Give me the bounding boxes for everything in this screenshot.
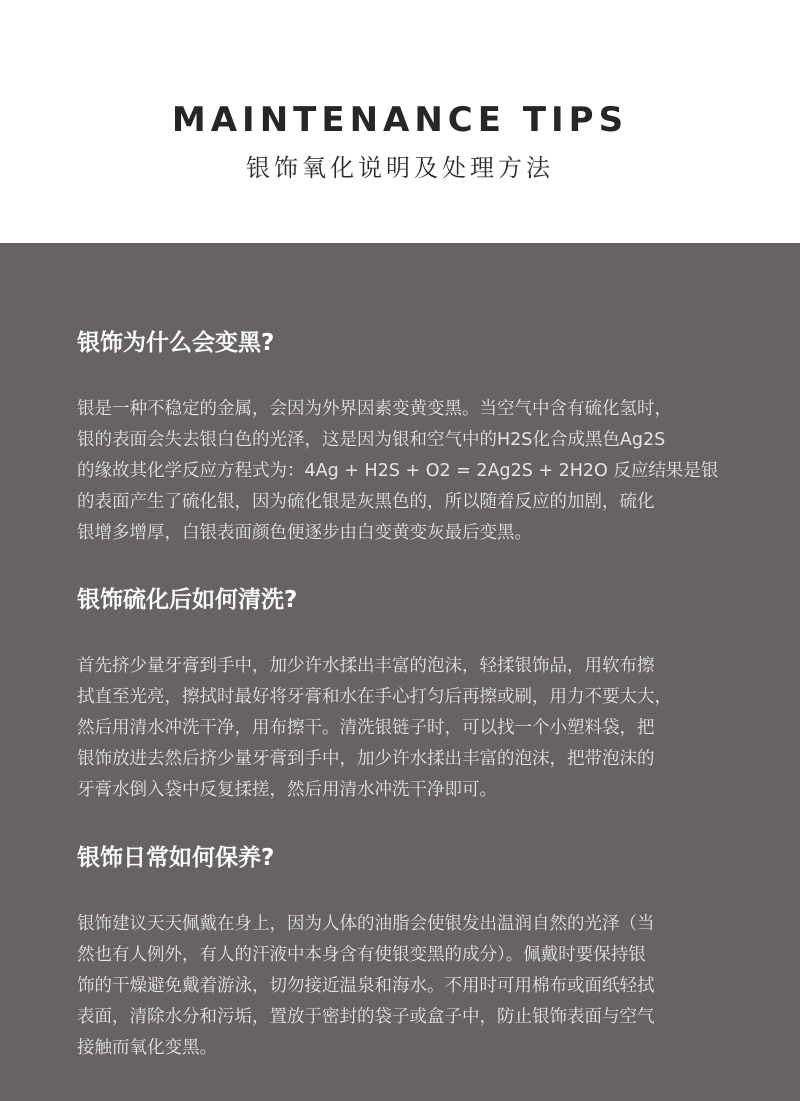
section-heading: 银饰硫化后如何清洗? <box>77 587 298 613</box>
body-line: 的缘故其化学反应方程式为：4Ag + H2S + O2 = 2Ag2S + 2H2O 反应结果是银 <box>77 461 719 481</box>
body-line: 接触而氧化变黑。 <box>77 1038 217 1058</box>
page-title: MAINTENANCE TIPS <box>171 100 629 140</box>
body-line: 然后用清水冲洗干净，用布擦干。清洗银链子时，可以找一个小塑料袋，把 <box>77 718 655 738</box>
body-line: 表面，清除水分和污垢，置放于密封的袋子或盒子中，防止银饰表面与空气 <box>77 1007 655 1027</box>
body-line: 银是一种不稳定的金属，会因为外界因素变黄变黑。当空气中含有硫化氢时， <box>77 399 672 419</box>
section-body <box>77 909 745 1064</box>
body-line: 银的表面会失去银白色的光泽，这是因为银和空气中的H2S化合成黑色Ag2S <box>77 430 666 450</box>
page-subtitle: 银饰氧化说明及处理方法 <box>246 154 554 182</box>
body-line: 首先挤少量牙膏到手中，加少许水揉出丰富的泡沫，轻揉银饰品，用软布擦 <box>77 656 655 676</box>
body-line: 饰的干燥避免戴着游泳，切勿接近温泉和海水。不用时可用棉布或面纸轻拭 <box>77 976 655 996</box>
body-line: 银饰建议天天佩戴在身上，因为人体的油脂会使银发出温润自然的光泽（当 <box>77 914 655 934</box>
body-line: 拭直至光亮，擦拭时最好将牙膏和水在手心打匀后再擦或刷，用力不要太大， <box>77 687 672 707</box>
body-line: 然也有人例外，有人的汗液中本身含有使银变黑的成分）。佩戴时要保持银 <box>77 945 646 965</box>
header <box>0 0 800 243</box>
body-line: 银饰放进去然后挤少量牙膏到手中，加少许水揉出丰富的泡沫，把带泡沫的 <box>77 749 655 769</box>
section-body <box>77 651 745 806</box>
section-how-to-clean <box>77 584 745 806</box>
content-panel <box>0 243 800 1101</box>
body-line: 银增多增厚，白银表面颜色便逐步由白变黄变灰最后变黑。 <box>77 523 532 543</box>
body-line: 的表面产生了硫化银，因为硫化银是灰黑色的，所以随着反应的加剧，硫化 <box>77 492 655 512</box>
section-heading: 银饰日常如何保养? <box>77 845 275 871</box>
section-heading: 银饰为什么会变黑? <box>77 330 275 356</box>
section-why-blacken <box>77 327 745 549</box>
section-daily-care <box>77 842 745 1064</box>
section-body <box>77 394 745 549</box>
body-line: 牙膏水倒入袋中反复揉搓，然后用清水冲洗干净即可。 <box>77 780 497 800</box>
